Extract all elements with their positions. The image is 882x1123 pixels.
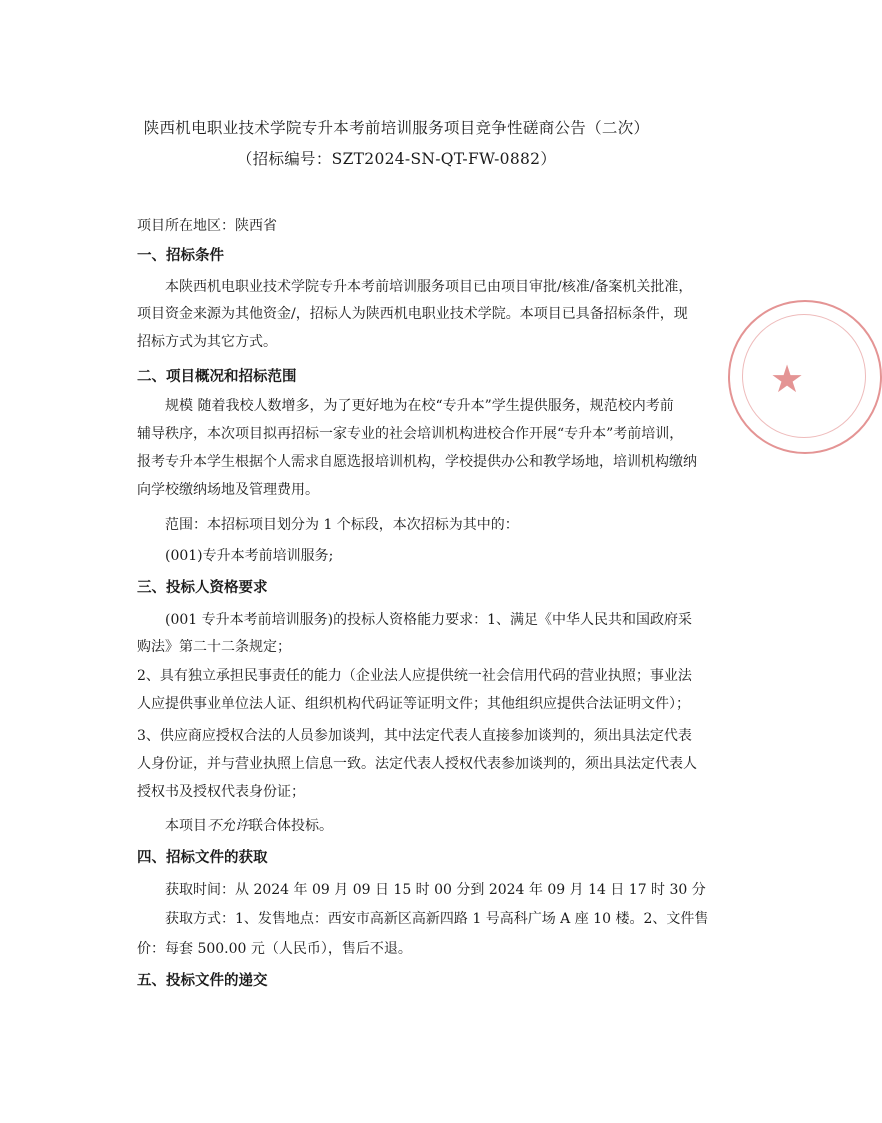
tender-number: （招标编号：SZT2024-SN-QT-FW-0882） [236,150,557,168]
section-3-line: 人身份证，并与营业执照上信息一致。法定代表人授权代表参加谈判的，须出具法定代表人 [137,756,697,772]
joint-bid-statement [165,816,333,836]
section-2-heading: 二、项目概况和招标范围 [137,369,297,385]
section-4-line: 获取时间：从 2024 年 09 月 09 日 15 时 00 分到 2024 年 09 月 14 日 17 时 30 分 [165,882,706,898]
section-3-line: 授权书及授权代表身份证； [137,784,305,800]
section-3-heading: 三、投标人资格要求 [137,580,268,596]
section-3-line: (001 专升本考前培训服务)的投标人资格能力要求：1、满足《中华人民共和国政府采 [165,612,693,628]
section-4-heading: 四、招标文件的获取 [137,850,268,866]
section-2-line: (001)专升本考前培训服务; [165,548,334,564]
section-2-line: 辅导秩序，本次项目拟再招标一家专业的社会培训机构进校合作开展“专升本”考前培训， [137,426,684,442]
section-4-line: 价：每套 500.00 元（人民币），售后不退。 [137,941,412,957]
joint-bid-suffix: 联合体投标。 [249,818,333,834]
joint-bid-prefix: 本项目 [165,818,207,834]
section-2-line: 向学校缴纳场地及管理费用。 [137,482,319,498]
section-5-heading: 五、投标文件的递交 [137,973,268,989]
section-3-line: 人应提供事业单位法人证、组织机构代码证等证明文件；其他组织应提供合法证明文件）； [137,696,690,712]
red-seal-stamp [728,300,882,454]
project-region: 项目所在地区：陕西省 [137,218,277,234]
section-1-line: 项目资金来源为其他资金/，招标人为陕西机电职业技术学院。本项目已具备招标条件，现 [137,306,688,322]
section-2-line: 范围：本招标项目划分为 1 个标段，本次招标为其中的： [165,517,519,533]
joint-bid-emphasis: 不允许 [207,818,249,834]
section-2-line: 规模 随着我校人数增多，为了更好地为在校“专升本”学生提供服务，规范校内考前 [165,398,674,414]
section-3-line: 2、具有独立承担民事责任的能力（企业法人应提供统一社会信用代码的营业执照；事业法 [137,668,692,684]
section-2-line: 报考专升本学生根据个人需求自愿选报培训机构，学校提供办公和教学场地，培训机构缴纳 [137,454,697,470]
star-icon: ★ [770,357,805,401]
section-4-line: 获取方式：1、发售地点：西安市高新区高新四路 1 号高科广场 A 座 10 楼。2、文件售 [165,911,709,927]
section-1-line: 本陕西机电职业技术学院专升本考前培训服务项目已由项目审批/核准/备案机关批准， [165,279,693,295]
section-1-line: 招标方式为其它方式。 [137,334,277,350]
document-title: 陕西机电职业技术学院专升本考前培训服务项目竞争性磋商公告（二次） [143,119,650,137]
section-3-line: 购法》第二十二条规定； [137,639,291,655]
section-3-line: 3、供应商应授权合法的人员参加谈判，其中法定代表人直接参加谈判的，须出具法定代表 [137,728,692,744]
section-1-heading: 一、招标条件 [137,248,224,264]
